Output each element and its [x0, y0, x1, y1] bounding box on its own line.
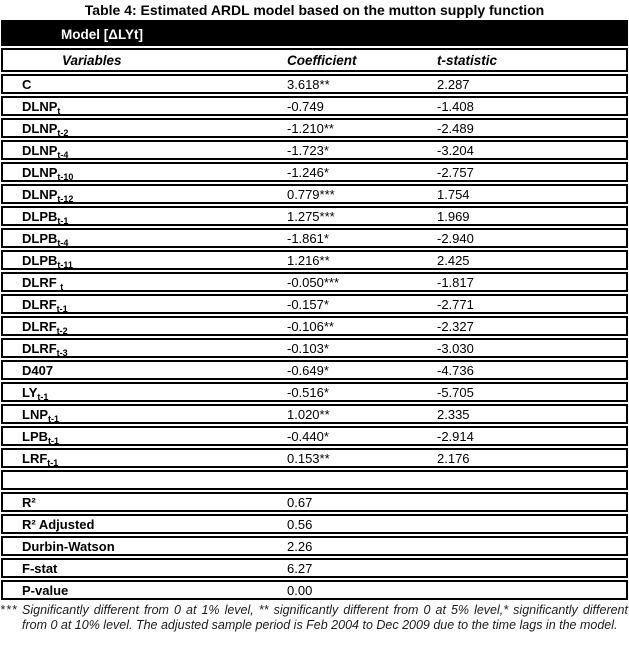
table-row	[1, 250, 628, 270]
variable-subscript: t-11	[57, 259, 73, 270]
variable-subscript: t	[60, 281, 64, 292]
variable-cell	[3, 121, 287, 136]
t-statistic-cell: -1.408	[437, 98, 474, 114]
variable-subscript: t-2	[56, 325, 68, 336]
footnote-text: Significantly different from 0 at 1% level, ** significantly different from 0 at 5% level,* significantly different from 0 at 10% level. The adjusted sample period is Feb 2004 to Dec 2009 due to the time lags in the model.	[22, 603, 628, 632]
table-body	[0, 74, 629, 600]
coefficient-cell: 2.26	[287, 538, 313, 554]
variable-cell	[3, 319, 287, 334]
coefficient-cell: 0.779***	[287, 186, 335, 202]
variable-subscript: t-2	[57, 127, 69, 138]
coefficient-cell: 0.56	[287, 516, 313, 532]
table-row	[1, 448, 628, 468]
coefficient-cell: -0.749	[287, 98, 324, 114]
footnote	[0, 603, 629, 632]
variable-subscript: t-12	[57, 193, 74, 204]
variable-subscript: t	[57, 105, 61, 116]
variable-cell	[3, 451, 287, 466]
variable-cell	[3, 77, 287, 92]
table-row	[1, 184, 628, 204]
t-statistic-cell: -2.489	[437, 120, 474, 136]
table-title: Table 4: Estimated ARDL model based on the mutton supply function	[84, 2, 545, 18]
variable-cell	[3, 385, 287, 400]
variable-name: DLNP	[22, 186, 58, 202]
variable-cell	[3, 99, 287, 114]
t-statistic-cell: 2.176	[437, 450, 470, 466]
column-t-statistic-label: t-statistic	[437, 52, 498, 68]
table-row	[1, 580, 628, 600]
variable-subscript: t-1	[56, 303, 68, 314]
coefficient-cell: -1.246*	[287, 164, 329, 180]
table-row	[1, 338, 628, 358]
table-row	[1, 558, 628, 578]
variable-name: DLPB	[22, 230, 58, 246]
variable-cell	[3, 275, 287, 290]
variable-subscript: t-1	[37, 391, 49, 402]
model-header-bar	[1, 20, 628, 46]
variable-subscript: t-1	[48, 413, 59, 424]
variable-cell	[3, 143, 287, 158]
variable-cell	[3, 187, 287, 202]
variable-name: Durbin-Watson	[22, 538, 115, 554]
variable-cell	[3, 297, 287, 312]
variable-name: LY	[22, 384, 38, 400]
t-statistic-cell: -3.204	[437, 142, 474, 158]
variable-cell	[3, 253, 287, 268]
variable-name: DLNP	[22, 164, 58, 180]
coefficient-cell: -1.723*	[287, 142, 329, 158]
variable-cell	[3, 341, 287, 356]
variable-cell	[3, 539, 287, 554]
coefficient-cell: 0.153**	[287, 450, 330, 466]
coefficient-cell: -0.103*	[287, 340, 329, 356]
coefficient-cell: -0.516*	[287, 384, 329, 400]
variable-subscript: t-1	[48, 435, 59, 446]
table-row	[1, 96, 628, 116]
table-row	[1, 140, 628, 160]
variable-subscript: t-3	[56, 347, 68, 358]
table-row	[1, 118, 628, 138]
variable-name: D407	[22, 362, 54, 378]
variable-cell	[3, 429, 287, 444]
variable-name: LNP	[22, 406, 48, 422]
variable-cell	[3, 561, 287, 576]
coefficient-cell: 1.275***	[287, 208, 335, 224]
column-coefficient-label: Coefficient	[287, 52, 357, 68]
variable-cell	[3, 209, 287, 224]
t-statistic-cell: -1.817	[437, 274, 474, 290]
table-row	[1, 514, 628, 534]
table-row	[1, 228, 628, 248]
coefficient-cell: 1.020**	[287, 406, 330, 422]
table-row	[1, 162, 628, 182]
variable-name: R² Adjusted	[22, 516, 95, 532]
variable-name: P-value	[22, 582, 69, 598]
table-row	[1, 492, 628, 512]
table-row	[1, 382, 628, 402]
t-statistic-cell: 2.287	[437, 76, 470, 92]
table-row	[1, 536, 628, 556]
variable-name: LRF	[22, 450, 48, 466]
table-row	[1, 316, 628, 336]
coefficient-cell: -1.861*	[287, 230, 329, 246]
variable-cell	[3, 165, 287, 180]
variable-name: DLNP	[22, 120, 58, 136]
table-spacer-row	[1, 470, 628, 490]
variable-name: DLNP	[22, 98, 58, 114]
table-row	[1, 74, 628, 94]
variable-name: DLRF	[22, 340, 57, 356]
t-statistic-cell: 2.425	[437, 252, 470, 268]
table-row	[1, 404, 628, 424]
column-header-row	[1, 48, 628, 72]
variable-name: C	[22, 76, 32, 92]
t-statistic-cell: -2.771	[437, 296, 474, 312]
t-statistic-cell: -2.757	[437, 164, 474, 180]
variable-subscript: t-4	[57, 237, 69, 248]
variable-name: R²	[22, 494, 36, 510]
t-statistic-cell: -2.327	[437, 318, 474, 334]
variable-name: DLRF	[22, 296, 57, 312]
variable-cell	[3, 407, 287, 422]
variable-subscript: t-1	[57, 215, 69, 226]
variable-cell	[3, 495, 287, 510]
variable-subscript: t-4	[57, 149, 69, 160]
table-row	[1, 206, 628, 226]
variable-subscript: t-1	[47, 457, 59, 468]
table-row	[1, 426, 628, 446]
variable-name: F-stat	[22, 560, 58, 576]
coefficient-cell: 0.00	[287, 582, 313, 598]
variable-name: DLNP	[22, 142, 58, 158]
coefficient-cell: -0.106**	[287, 318, 334, 334]
variable-name: DLRF	[22, 274, 61, 290]
coefficient-cell: -0.157*	[287, 296, 329, 312]
table-row	[1, 294, 628, 314]
footnote-marker: ***	[0, 603, 18, 617]
t-statistic-cell: 2.335	[437, 406, 470, 422]
table-row	[1, 272, 628, 292]
coefficient-cell: 6.27	[287, 560, 313, 576]
table-row	[1, 360, 628, 380]
variable-cell	[3, 517, 287, 532]
variable-name: DLRF	[22, 318, 57, 334]
t-statistic-cell: -2.940	[437, 230, 474, 246]
t-statistic-cell: 1.969	[437, 208, 470, 224]
variable-name: DLPB	[22, 252, 58, 268]
coefficient-cell: -1.210**	[287, 120, 334, 136]
variable-name: LPB	[22, 428, 48, 444]
coefficient-cell: 0.67	[287, 494, 313, 510]
model-header-label: Model [ΔLYt]	[61, 27, 143, 42]
variable-subscript: t-10	[57, 171, 74, 182]
variable-cell	[3, 363, 287, 378]
coefficient-cell: -0.649*	[287, 362, 329, 378]
t-statistic-cell: 1.754	[437, 186, 470, 202]
t-statistic-cell: -3.030	[437, 340, 474, 356]
coefficient-cell: 3.618**	[287, 76, 330, 92]
coefficient-cell: -0.440*	[287, 428, 329, 444]
t-statistic-cell: -5.705	[437, 384, 474, 400]
t-statistic-cell: -2.914	[437, 428, 474, 444]
column-variables-label: Variables	[62, 52, 122, 68]
variable-cell	[3, 231, 287, 246]
t-statistic-cell: -4.736	[437, 362, 474, 378]
coefficient-cell: 1.216**	[287, 252, 330, 268]
coefficient-cell: -0.050***	[287, 274, 340, 290]
variable-name: DLPB	[22, 208, 58, 224]
variable-cell	[3, 583, 287, 598]
